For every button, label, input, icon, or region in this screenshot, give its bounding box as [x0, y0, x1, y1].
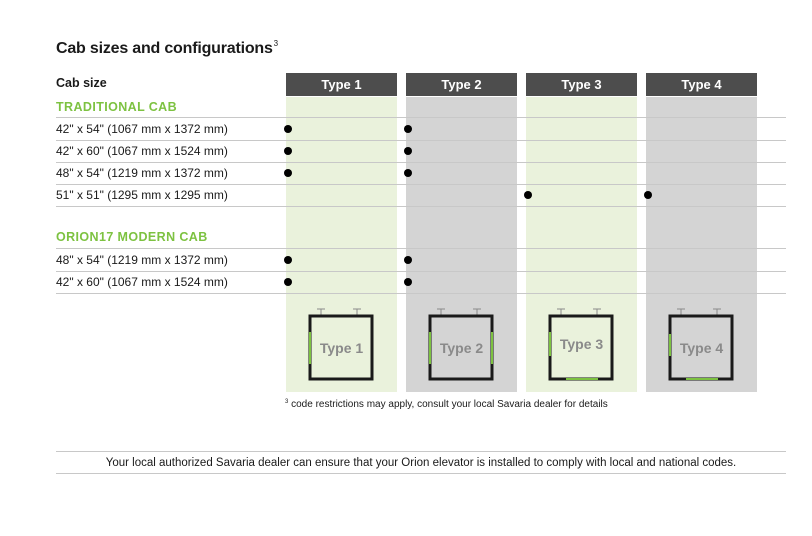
footnote-superscript: 3 [285, 399, 289, 405]
cab-size-label: 42" x 60" (1067 mm x 1524 mm) [56, 275, 228, 289]
availability-dot-type-1 [284, 125, 292, 133]
column-header-type-1: Type 1 [286, 73, 397, 96]
availability-dot-type-2 [404, 147, 412, 155]
page-title [56, 40, 278, 58]
table-row [56, 271, 786, 294]
footnote-text: code restrictions may apply, consult your local Savaria dealer for details [291, 399, 608, 410]
title-superscript: 3 [273, 39, 278, 48]
section-traditional-cab: TRADITIONAL CAB [56, 100, 178, 114]
diagram-type-2 [406, 306, 517, 390]
cab-size-label: 51" x 51" (1295 mm x 1295 mm) [56, 188, 228, 202]
cab-size-label: 48" x 54" (1219 mm x 1372 mm) [56, 253, 228, 267]
diagram-type-4 [646, 306, 757, 390]
footnote [285, 399, 608, 410]
cab-size-label: 48" x 54" (1219 mm x 1372 mm) [56, 166, 228, 180]
availability-dot-type-2 [404, 278, 412, 286]
cab-size-header: Cab size [56, 76, 107, 90]
availability-dot-type-4 [644, 191, 652, 199]
cab-size-label: 42" x 54" (1067 mm x 1372 mm) [56, 122, 228, 136]
title-text: Cab sizes and configurations [56, 40, 273, 57]
table-row [56, 162, 786, 185]
section-orion17-modern-cab: ORION17 MODERN CAB [56, 230, 208, 244]
availability-dot-type-1 [284, 147, 292, 155]
table-row [56, 118, 786, 141]
column-header-type-2: Type 2 [406, 73, 517, 96]
availability-dot-type-2 [404, 169, 412, 177]
diagram-type-1 [286, 306, 397, 390]
table-row [56, 249, 786, 272]
bottom-note: Your local authorized Savaria dealer can ensure that your Orion elevator is installed to comply with local and national codes. [56, 451, 786, 474]
diagram-label: Type 4 [679, 340, 724, 356]
availability-dot-type-3 [524, 191, 532, 199]
column-header-type-3: Type 3 [526, 73, 637, 96]
availability-dot-type-2 [404, 125, 412, 133]
availability-dot-type-1 [284, 169, 292, 177]
availability-dot-type-2 [404, 256, 412, 264]
cab-size-label: 42" x 60" (1067 mm x 1524 mm) [56, 144, 228, 158]
availability-dot-type-1 [284, 256, 292, 264]
diagram-label: Type 3 [559, 336, 604, 352]
diagram-type-3 [526, 306, 637, 390]
diagram-label: Type 1 [319, 340, 364, 356]
table-row [56, 140, 786, 163]
table-row [56, 184, 786, 207]
column-header-type-4: Type 4 [646, 73, 757, 96]
diagram-label: Type 2 [439, 340, 484, 356]
availability-dot-type-1 [284, 278, 292, 286]
